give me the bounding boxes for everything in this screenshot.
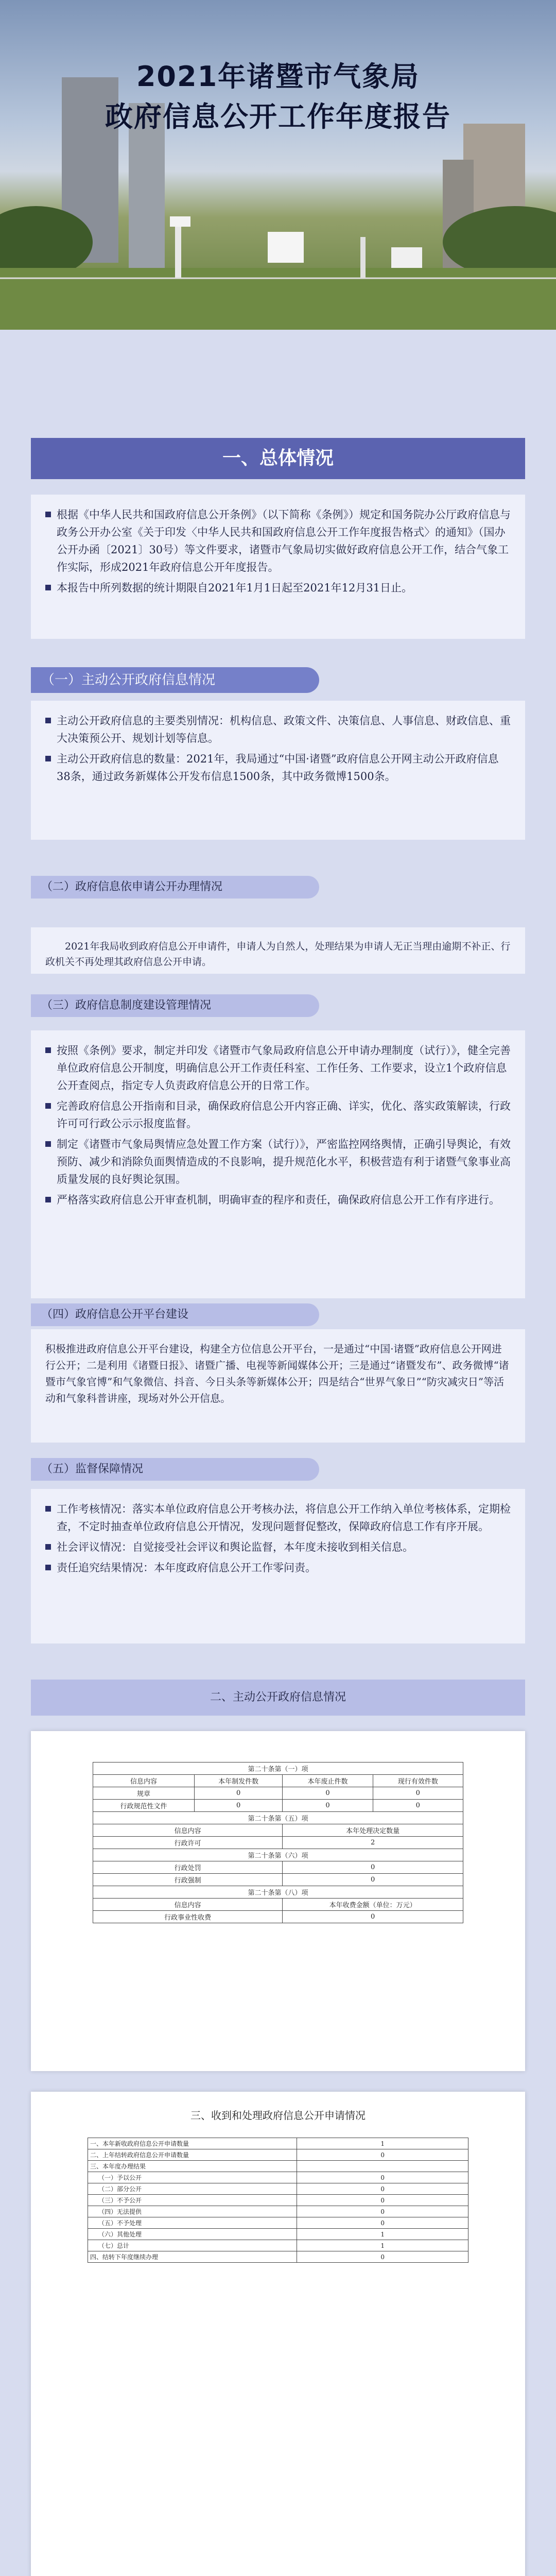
active-item-1: 主动公开政府信息的主要类别情况：机构信息、政策文件、决策信息、人事信息、财政信息、重大决策预公开、规划计划等信息。: [45, 712, 511, 747]
hero-banner: [0, 0, 556, 330]
general-summary-card: [31, 495, 525, 639]
application-card: [31, 927, 525, 974]
general-item-1: 根据《中华人民共和国政府信息公开条例》（以下简称《条例》）规定和国务院办公厅政府信息与政务公开办公室《关于印发〈中华人民共和国政府信息公开工作年度报告格式〉的通知》（国办公开办函〔2021〕30号）等文件要求，诸暨市气象局切实做好政府信息公开工作，结合气象工作实际，形成2021年政府信息公开年度报告。: [45, 506, 511, 576]
table2-col: 现行有效件数: [373, 1775, 463, 1787]
row-value: 1: [297, 2229, 468, 2240]
subsection-platform-title: （四）政府信息公开平台建设: [31, 1303, 319, 1326]
table2-cell: 0: [194, 1787, 282, 1800]
application-table-title: 三、收到和处理政府信息公开申请情况: [190, 2109, 366, 2122]
table2-cell: 规章: [93, 1787, 195, 1800]
table2-cell: 行政规范性文件: [93, 1800, 195, 1812]
platform-text: 积极推进政府信息公开平台建设，构建全方位信息公开平台，一是通过“中国·诸暨”政府信息公开网进行公开；二是利用《诸暨日报》、诸暨广播、电视等新闻媒体公开；三是通过“诸暨发布”、政务微博“诸暨市气象官博”和气象微信、抖音、今日头条等新媒体公开；四是结合“世界气象日”“防灾减灾日”等活动和气象科普讲座，现场对外公开信息。: [45, 1343, 509, 1404]
table2-cell: 0: [283, 1911, 463, 1923]
row-label: 一、本年新收政府信息公开申请数量: [88, 2138, 297, 2149]
row-value: 0: [297, 2172, 468, 2183]
table2-col: 本年制发件数: [194, 1775, 282, 1787]
subsection-supervision-title: （五）监督保障情况: [31, 1458, 319, 1481]
section-general-title: 一、总体情况: [31, 438, 525, 479]
row-label: （七）总计: [88, 2240, 297, 2251]
table2-header2: 第二十条第（五）项: [93, 1812, 463, 1824]
active-item-2: 主动公开政府信息的数量：2021年，我局通过“中国·诸暨”政府信息公开网主动公开政府信息38条，通过政务新媒体公开发布信息1500条，其中政务微博1500条。: [45, 750, 511, 785]
row-label: （三）不予公开: [88, 2195, 297, 2206]
subsection-active-disclosure-title: （一）主动公开政府信息情况: [31, 667, 319, 693]
system-item-3: 制定《诸暨市气象局舆情应急处置工作方案（试行）》，严密监控网络舆情，正确引导舆论，有效预防、减少和消除负面舆情造成的不良影响，提升规范化水平，积极营造有利于诸暨气象事业高质量发展的良好舆论氛围。: [45, 1136, 511, 1188]
report-title-line2: 政府信息公开工作年度报告: [105, 100, 451, 133]
table2-col: 信息内容: [93, 1899, 283, 1911]
system-item-2: 完善政府信息公开指南和目录，确保政府信息公开内容正确、详实，优化、落实政策解读，行政许可可行政公示示报度监督。: [45, 1097, 511, 1132]
report-title-line1: 2021年诸暨市气象局: [136, 60, 420, 93]
table2-cell: 行政强制: [93, 1874, 283, 1886]
row-value: 0: [297, 2195, 468, 2206]
row-value: 0: [297, 2183, 468, 2195]
table2-col: 本年收费金额（单位：万元）: [283, 1899, 463, 1911]
row-value: 1: [297, 2240, 468, 2251]
application-table-doc: [31, 2092, 525, 2576]
system-card: [31, 1030, 525, 1298]
table2-cell: 0: [373, 1787, 463, 1800]
row-label: （二）部分公开: [88, 2183, 297, 2195]
weather-station-photo: [0, 0, 556, 330]
system-item-1: 按照《条例》要求，制定并印发《诸暨市气象局政府信息公开申请办理制度（试行）》，健全完善单位政府信息公开制度，明确信息公开工作责任科室、工作任务、工作要求，设立1个政府信息公开查阅点，指定专人负责政府信息公开的日常工作。: [45, 1042, 511, 1094]
platform-card: [31, 1329, 525, 1443]
row-label: （五）不予处理: [88, 2217, 297, 2229]
row-value: [297, 2161, 468, 2172]
table2-col: 本年废止件数: [283, 1775, 373, 1787]
table2-cell: 行政许可: [93, 1837, 283, 1849]
row-value: 0: [297, 2149, 468, 2161]
supervision-item-3: 责任追究结果情况：本年度政府信息公开工作零问责。: [45, 1559, 511, 1577]
table2-header3: 第二十条第（六）项: [93, 1849, 463, 1861]
table2-cell: 0: [283, 1800, 373, 1812]
table2-header1: 第二十条第（一）项: [93, 1762, 463, 1775]
row-label: （六）其他处理: [88, 2229, 297, 2240]
system-item-4: 严格落实政府信息公开审查机制，明确审查的程序和责任，确保政府信息公开工作有序进行。: [45, 1191, 511, 1209]
row-label: 四、结转下年度继续办理: [88, 2251, 297, 2263]
table2-cell: 0: [283, 1787, 373, 1800]
supervision-item-1: 工作考核情况：落实本单位政府信息公开考核办法，将信息公开工作纳入单位考核体系，定期检查，不定时抽查单位政府信息公开情况，发现问题督促整改，保障政府信息工作有序开展。: [45, 1500, 511, 1535]
row-value: 0: [297, 2217, 468, 2229]
application-table: [88, 2138, 468, 2263]
supervision-card: [31, 1489, 525, 1643]
table2-cell: 0: [373, 1800, 463, 1812]
active-disclosure-table: [93, 1762, 463, 1923]
subsection-application-title: （二）政府信息依申请公开办理情况: [31, 876, 319, 899]
section-active-table-title: 二、主动公开政府信息情况: [31, 1680, 525, 1716]
table2-cell: 0: [283, 1874, 463, 1886]
table2-cell: 0: [194, 1800, 282, 1812]
active-disclosure-table-doc: [31, 1731, 525, 2071]
row-label: 三、本年度办理结果: [88, 2161, 297, 2172]
supervision-item-2: 社会评议情况：自觉接受社会评议和舆论监督，本年度未接收到相关信息。: [45, 1538, 511, 1556]
active-disclosure-card: [31, 701, 525, 840]
subsection-system-title: （三）政府信息制度建设管理情况: [31, 994, 319, 1017]
row-label: 二、上年结转政府信息公开申请数量: [88, 2149, 297, 2161]
row-label: （一）予以公开: [88, 2172, 297, 2183]
table2-header4: 第二十条第（八）项: [93, 1886, 463, 1899]
table2-col: 信息内容: [93, 1775, 195, 1787]
table2-cell: 行政处罚: [93, 1861, 283, 1874]
table2-col: 信息内容: [93, 1824, 283, 1837]
table2-cell: 0: [283, 1861, 463, 1874]
table2-cell: 2: [283, 1837, 463, 1849]
application-text: 2021年我局收到政府信息公开申请件，申请人为自然人，处理结果为申请人无正当理由逾期不补正、行政机关不再处理其政府信息公开申请。: [45, 941, 511, 968]
general-item-2: 本报告中所列数据的统计期限自2021年1月1日起至2021年12月31日止。: [45, 579, 511, 597]
table2-col: 本年处理决定数量: [283, 1824, 463, 1837]
row-value: 1: [297, 2138, 468, 2149]
row-value: 0: [297, 2206, 468, 2217]
table2-cell: 行政事业性收费: [93, 1911, 283, 1923]
row-label: （四）无法提供: [88, 2206, 297, 2217]
row-value: 0: [297, 2251, 468, 2263]
